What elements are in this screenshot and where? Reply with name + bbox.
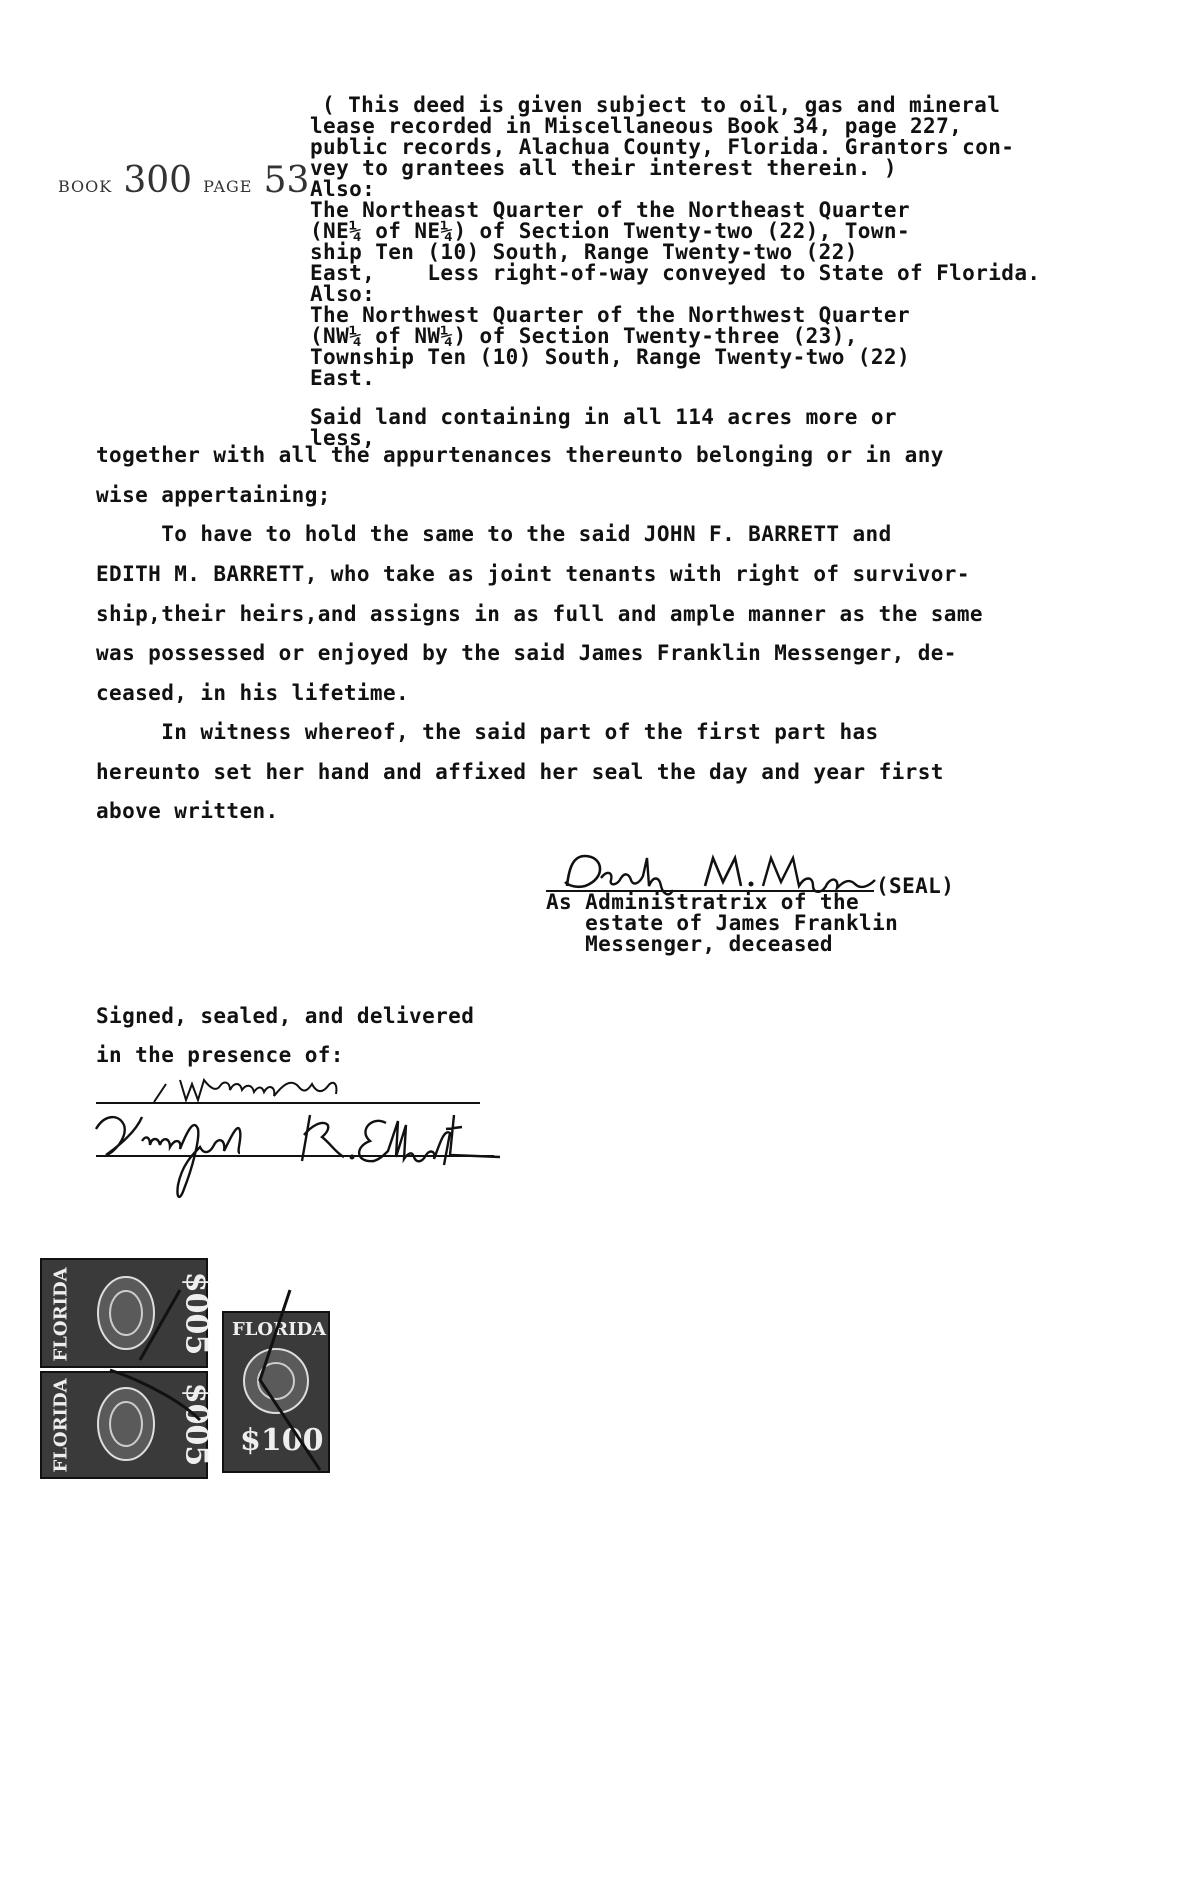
body-line: ceased, in his lifetime. <box>96 681 410 705</box>
body-line: EDITH M. BARRETT, who take as joint tenants with right of survivor- <box>96 562 970 586</box>
parcel-line: The Northwest Quarter of the Northwest Quarter <box>310 303 910 327</box>
parcel-line: (NE¼ of NE¼) of Section Twenty-two (22), Town- <box>310 219 910 243</box>
witness-signature-line-1 <box>96 1102 480 1104</box>
lease-note-line: ( This deed is given subject to oil, gas and mineral <box>322 93 1001 117</box>
title-line: estate of James Franklin <box>546 911 899 935</box>
stamp-label: FLORIDA <box>50 1267 72 1362</box>
lease-note-line: public records, Alachua County, Florida. Grantors con- <box>310 135 1015 159</box>
parcel-line: Township Ten (10) South, Range Twenty-two (22) <box>310 345 910 369</box>
title-line: As Administratrix of the <box>546 890 860 914</box>
witness-line: in the presence of: <box>96 1043 344 1067</box>
acreage-line: Said land containing in all 114 acres more or <box>310 405 897 429</box>
page-label: PAGE <box>203 177 253 196</box>
body-line: was possessed or enjoyed by the said James Franklin Messenger, de- <box>96 641 957 665</box>
parcel-line: Also: <box>310 282 376 306</box>
stamp-amount: $005 <box>178 1382 214 1467</box>
parcel-line: (NW¼ of NW¼) of Section Twenty-three (23), <box>310 324 858 348</box>
body-line: To have to hold the same to the said JOHN F. BARRETT and <box>96 522 892 546</box>
acreage-line: less, <box>310 426 376 450</box>
seal-label: (SEAL) <box>876 874 955 898</box>
body-line: above written. <box>96 799 279 823</box>
body-line: In witness whereof, the said part of the first part has <box>96 720 879 744</box>
page-number: 53 <box>263 160 310 201</box>
book-label: BOOK <box>58 177 113 196</box>
stamp-amount: $100 <box>240 1423 324 1458</box>
witness-line: Signed, sealed, and delivered <box>96 1004 475 1028</box>
witness-signature-line-2 <box>96 1155 494 1157</box>
parcel-line: ship Ten (10) South, Range Twenty-two (22) <box>310 240 858 264</box>
body-line: hereunto set her hand and affixed her seal the day and year first <box>96 760 944 784</box>
body-line: wise appertaining; <box>96 483 331 507</box>
stamp-amount: $005 <box>178 1271 214 1356</box>
book-number: 300 <box>123 160 193 201</box>
title-line: Messenger, deceased <box>546 932 833 956</box>
parcel-line: East, Less right-of-way conveyed to State of Florida. <box>310 261 1041 285</box>
stamp-label: FLORIDA <box>50 1378 72 1473</box>
parcel-line: East. <box>310 366 376 390</box>
lease-note-line: vey to grantees all their interest therein. ) <box>310 156 897 180</box>
witness-signature-2 <box>90 1105 510 1200</box>
body-line: ship,their heirs,and assigns in as full and ample manner as the same <box>96 602 983 626</box>
book-page-reference <box>58 160 315 201</box>
parcel-line: The Northeast Quarter of the Northeast Quarter <box>310 198 910 222</box>
lease-note-line: lease recorded in Miscellaneous Book 34, page 227, <box>310 114 963 138</box>
stamp-label: FLORIDA <box>232 1319 327 1340</box>
stamp-cancellation-marks <box>80 1270 340 1490</box>
witness-signature-1 <box>150 1072 380 1106</box>
parcel-line: Also: <box>310 177 376 201</box>
body-line: together with all the appurtenances thereunto belonging or in any <box>96 443 944 467</box>
